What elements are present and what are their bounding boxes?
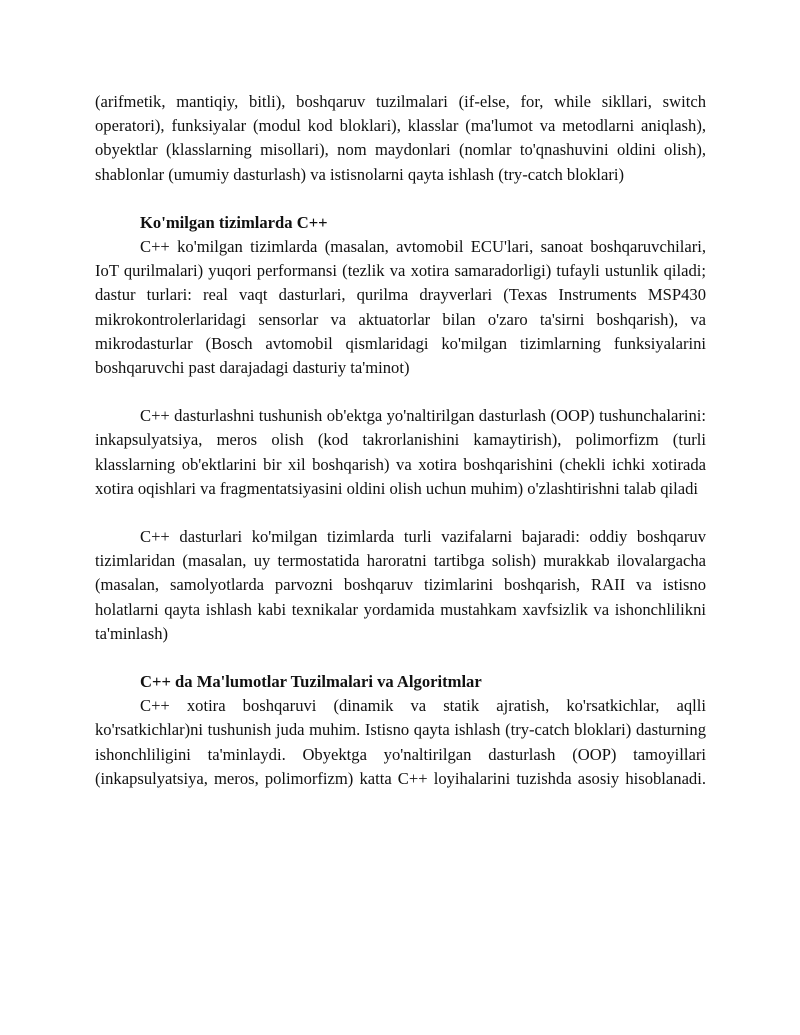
paragraph-memory-management: C++ xotira boshqaruvi (dinamik va statik ajratish, ko'rsatkichlar, aqlli ko'rsatkichlar)ni tushunish juda muhim. Istisno qayta ishlash (try-catch bloklari) dasturning ishonchliligini ta'minlaydi. Obyektga yo'naltirilgan dasturlash (OOP) tamoyillari (inkapsulyatsiya, meros, polimorfizm) katta C++ loyihalarini tuzishda asosiy hisoblanadi. [95, 696, 706, 788]
spacer [95, 380, 706, 404]
spacer [95, 187, 706, 211]
paragraph-cpp-tasks: C++ dasturlari ko'milgan tizimlarda turli vazifalarni bajaradi: oddiy boshqaruv tizimlaridan (masalan, uy termostatida haroratni tartibga solish) murakkab ilovalargacha (masalan, samolyotlarda parvozni boshqaruv tizimlarini boshqarish, RAII va istisno holatlarni qayta ishlash kabi texnikalar yordamida mustahkam xavfsizlik va ishonchlilikni ta'minlash) [95, 527, 706, 643]
paragraph-embedded-cpp: C++ ko'milgan tizimlarda (masalan, avtomobil ECU'lari, sanoat boshqaruvchilari, IoT qurilmalari) yuqori performansi (tezlik va xotira samaradorligi) tufayli ustunlik qiladi; dastur turlari: real vaqt dasturlari, qurilma drayverlari (Texas Instruments MSP430 mikrokontrolerlaridagi sensorlar va aktuatorlar bilan o'zaro ta'sirni boshqarish), va mikrodasturlar (Bosch avtomobil qismlaridagi ko'milgan tizimlarning funksiyalarini boshqaruvchi past darajadagi dasturiy ta'minot) [95, 237, 706, 378]
section-heading-data-structures: C++ da Ma'lumotlar Tuzilmalari va Algoritmlar [140, 672, 482, 692]
paragraph-intro-continuation: (arifmetik, mantiqiy, bitli), boshqaruv tuzilmalari (if-else, for, while sikllari, switch operatori), funksiyalar (modul kod bloklari), klasslar (ma'lumot va metodlarni aniqlash), obyektlar (klasslarning misollari), nom maydonlari (nomlar to'qnashuvini oldini olish), shablonlar (umumiy dasturlash) va istisnolarni qayta ishlash (try-catch bloklari) [95, 92, 706, 184]
spacer [95, 501, 706, 525]
paragraph-oop-concepts: C++ dasturlashni tushunish ob'ektga yo'naltirilgan dasturlash (OOP) tushunchalarini: inkapsulyatsiya, meros olish (kod takrorlanishini kamaytirish), polimorfizm (turli klasslarning ob'ektlarini bir xil boshqarish) va xotira boshqarishini (chekli ichki xotirada xotira oqishlari va fragmentatsiyasini oldini olish uchun muhim) o'zlashtirishni talab qiladi [95, 406, 706, 498]
spacer [95, 646, 706, 670]
document-page [95, 90, 706, 791]
section-heading-embedded-systems: Ko'milgan tizimlarda C++ [140, 212, 328, 232]
